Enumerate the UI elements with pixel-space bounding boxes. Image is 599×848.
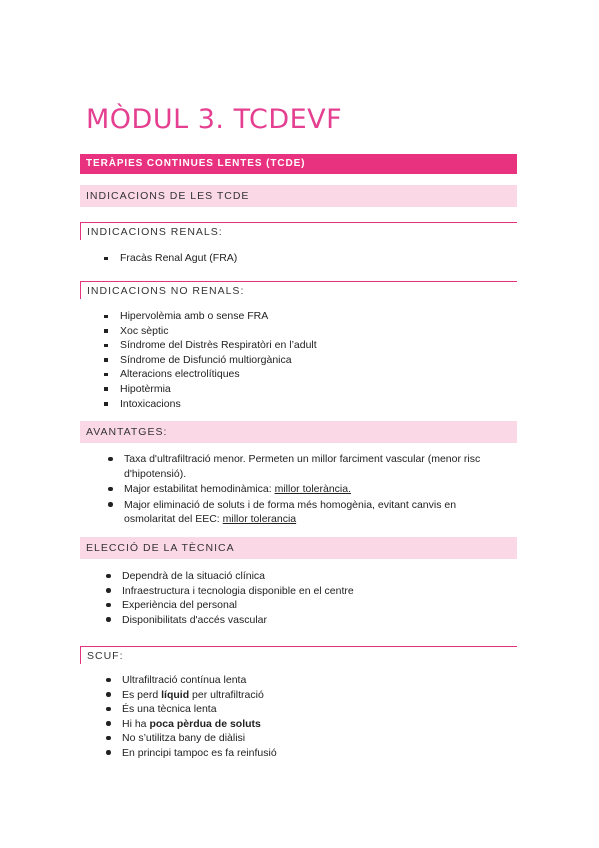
list-item <box>108 482 508 497</box>
list-item <box>106 717 277 732</box>
list-item: Taxa d'ultrafiltració menor. Permeten un millor farciment vascular (menor risc d'hipotensió). <box>108 452 508 481</box>
avantatge-underline: millor tolerancia <box>222 513 297 526</box>
list-item: Intoxicacions <box>104 397 317 412</box>
subheader-indicacions-no-renals: INDICACIONS NO RENALS: <box>80 281 517 299</box>
list-item: Hipervolèmia amb o sense FRA <box>104 309 317 324</box>
section-header-tcde: TERÀPIES CONTINUES LENTES (TCDE) <box>80 154 517 174</box>
list-avantatges <box>108 452 508 527</box>
scuf-bold: líquid <box>161 688 190 701</box>
scuf-text: Es perd <box>122 688 162 701</box>
section-header-indicacions: INDICACIONS DE LES TCDE <box>80 185 517 207</box>
list-eleccio <box>106 569 354 627</box>
list-item: No s’utilitza bany de diàlisi <box>106 731 277 746</box>
list-item: Fracàs Renal Agut (FRA) <box>104 251 237 266</box>
list-item: Síndrome del Distrès Respiratòri en l’adult <box>104 338 317 353</box>
section-header-avantatges: AVANTATGES: <box>80 421 517 443</box>
list-item: En principi tampoc es fa reinfusió <box>106 746 277 761</box>
scuf-text: Hi ha <box>122 717 150 730</box>
list-item: Xoc sèptic <box>104 324 317 339</box>
scuf-text: per ultrafiltració <box>189 688 264 701</box>
list-item: Alteracions electrolítiques <box>104 367 317 382</box>
section-header-eleccio: ELECCIÓ DE LA TÈCNICA <box>80 537 517 559</box>
list-item <box>108 498 508 527</box>
list-item: Infraestructura i tecnologia disponible en el centre <box>106 584 354 599</box>
subheader-scuf: SCUF: <box>80 646 517 664</box>
subheader-indicacions-renals: INDICACIONS RENALS: <box>80 222 517 240</box>
list-item: Hipotèrmia <box>104 382 317 397</box>
list-item: Síndrome de Disfunció multiorgànica <box>104 353 317 368</box>
list-indicacions-no-renals <box>104 309 317 411</box>
list-item: Disponibilitats d'accés vascular <box>106 613 354 628</box>
list-item: Ultrafiltració contínua lenta <box>106 673 277 688</box>
list-item: És una tècnica lenta <box>106 702 277 717</box>
scuf-bold: poca pèrdua de soluts <box>149 717 261 730</box>
page-title: MÒDUL 3. TCDEVF <box>86 104 343 135</box>
list-item: Dependrà de la situació clínica <box>106 569 354 584</box>
list-item <box>106 688 277 703</box>
list-indicacions-renals <box>104 251 237 266</box>
avantatge-underline: millor tolerància. <box>274 483 352 496</box>
avantatge-text: Major estabilitat hemodinàmica: <box>124 483 275 496</box>
avantatge-text: Major eliminació de soluts i de forma més homogènia, evitant canvis en osmolaritat del EEC: <box>124 498 457 526</box>
list-scuf <box>106 673 277 761</box>
list-item: Experiència del personal <box>106 598 354 613</box>
